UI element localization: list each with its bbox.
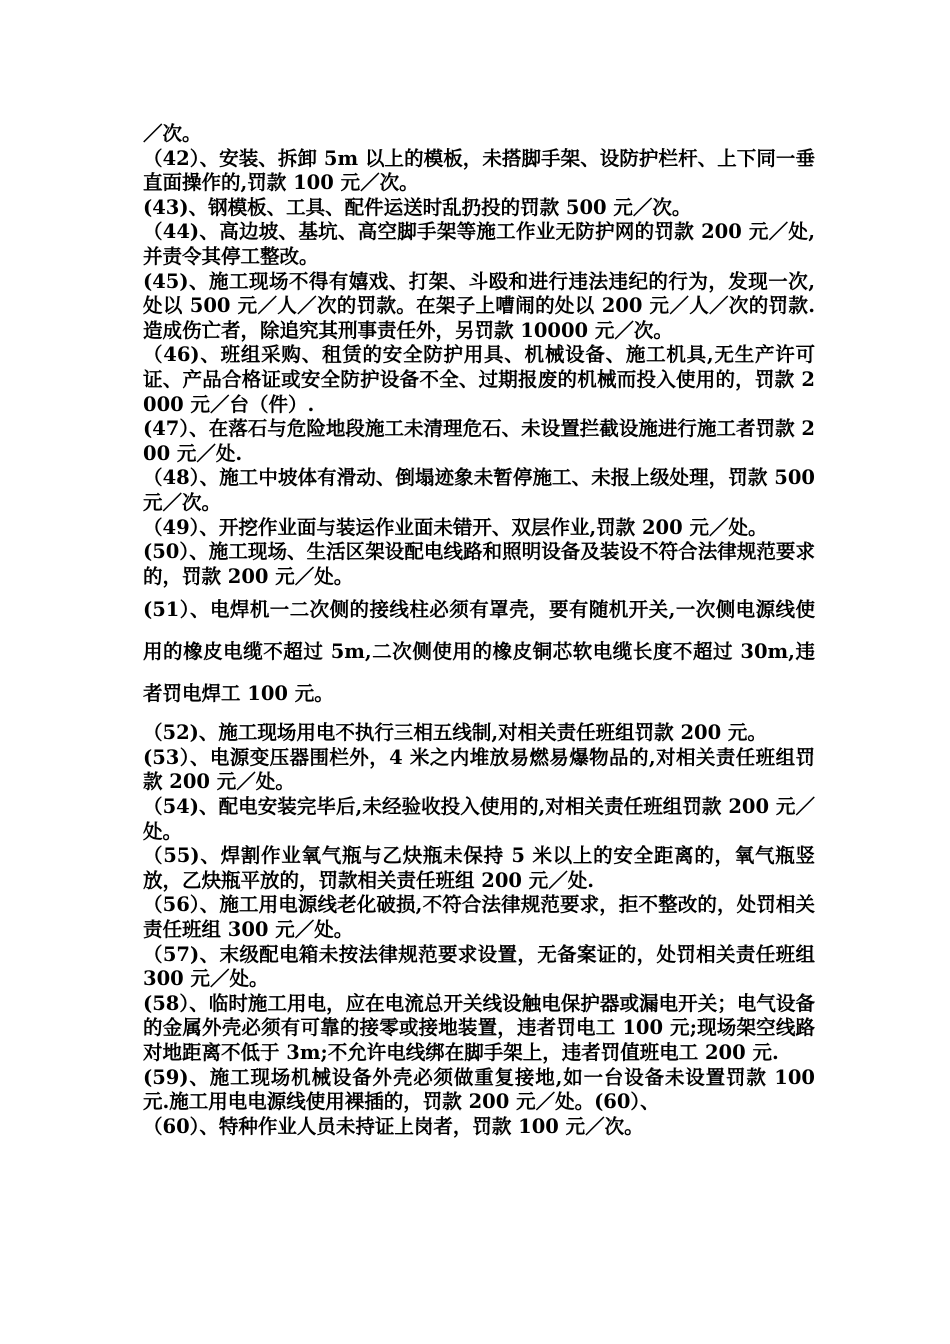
paragraph-55: （55)、焊割作业氧气瓶与乙炔瓶未保持 5 米以上的安全距离的，氧气瓶竖放，乙炔瓶平放的，罚款相关责任班组 200 元／处. — [143, 844, 815, 892]
paragraph-59: (59)、施工现场机械设备外壳必须做重复接地,如一台设备未设置罚款 100 元.施工用电电源线使用裸插的，罚款 200 元／处。(60）、 — [143, 1065, 815, 1114]
paragraph-52: （52)、施工现场用电不执行三相五线制,对相关责任班组罚款 200 元。 — [143, 721, 767, 745]
paragraph-54: （54)、配电安装完毕后,未经验收投入使用的,对相关责任班组罚款 200 元／处。 — [143, 795, 815, 843]
paragraph-53: (53）、电源变压器围栏外，4 米之内堆放易燃易爆物品的,对相关责任班组罚款 200 元／处。 — [143, 745, 815, 794]
paragraph-57: （57)、末级配电箱未按法律规范要求设置，无备案证的，处罚相关责任班组 300 元／处。 — [143, 942, 815, 991]
paragraph-47: (47）、在落石与危险地段施工未清理危石、未设置拦截设施进行施工者罚款 200 元／处. — [143, 417, 815, 465]
paragraph-58: (58）、临时施工用电，应在电流总开关线设触电保护器或漏电开关；电气设备的金属外壳必须有可靠的接零或接地装置，违者罚电工 100 元;现场架空线路对地距离不低于 3m;不允许电线绑在脚手架上，违者罚值班电工 200 元. — [143, 991, 815, 1064]
paragraph-44: （44)、高边坡、基坑、高空脚手架等施工作业无防护网的罚款 200 元／处,并责令其停工整改。 — [143, 220, 815, 268]
paragraph-41-tail: ／次。 — [143, 122, 202, 145]
paragraph-60: （60）、特种作业人员未持证上岗者，罚款 100 元／次。 — [143, 1114, 644, 1138]
paragraph-48: （48）、施工中坡体有滑动、倒塌迹象未暂停施工、未报上级处理，罚款 500 元／次。 — [143, 466, 815, 514]
paragraph-43: (43)、钢模板、工具、配件运送时乱扔投的罚款 500 元／次。 — [143, 195, 692, 219]
paragraph-46: （46)、班组采购、租赁的安全防护用具、机械设备、施工机具,无生产许可证、产品合格证或安全防护设备不全、过期报废的机械而投入使用的，罚款 2000 元／台（件）. — [143, 343, 815, 416]
paragraph-45: (45)、施工现场不得有嬉戏、打架、斗殴和进行违法违纪的行为，发现一次,处以 500 元／人／次的罚款。在架子上嘈闹的处以 200 元／人／次的罚款.造成伤亡者，除追究其刑事责任外，另罚款 10000 元／次。 — [143, 269, 815, 342]
paragraph-51: (51）、电焊机一二次侧的接线柱必须有罩壳，要有随机开关,一次侧电源线使用的橡皮电缆不超过 5m,二次侧使用的橡皮铜芯软电缆长度不超过 30m,违者罚电焊工 100 元。 — [143, 598, 815, 706]
paragraph-50: (50）、施工现场、生活区架设配电线路和照明设备及装设不符合法律规范要求的，罚款 200 元／处。 — [143, 540, 815, 588]
document-body — [143, 122, 815, 1139]
paragraph-49: （49）、开挖作业面与装运作业面未错开、双层作业,罚款 200 元／处。 — [143, 515, 768, 539]
paragraph-42: （42）、安装、拆卸 5m 以上的模板，未搭脚手架、设防护栏杆、上下同一垂直面操作的,罚款 100 元／次。 — [143, 146, 815, 195]
paragraph-56: （56）、施工用电源线老化破损,不符合法律规范要求，拒不整改的，处罚相关责任班组 300 元／处。 — [143, 893, 815, 942]
